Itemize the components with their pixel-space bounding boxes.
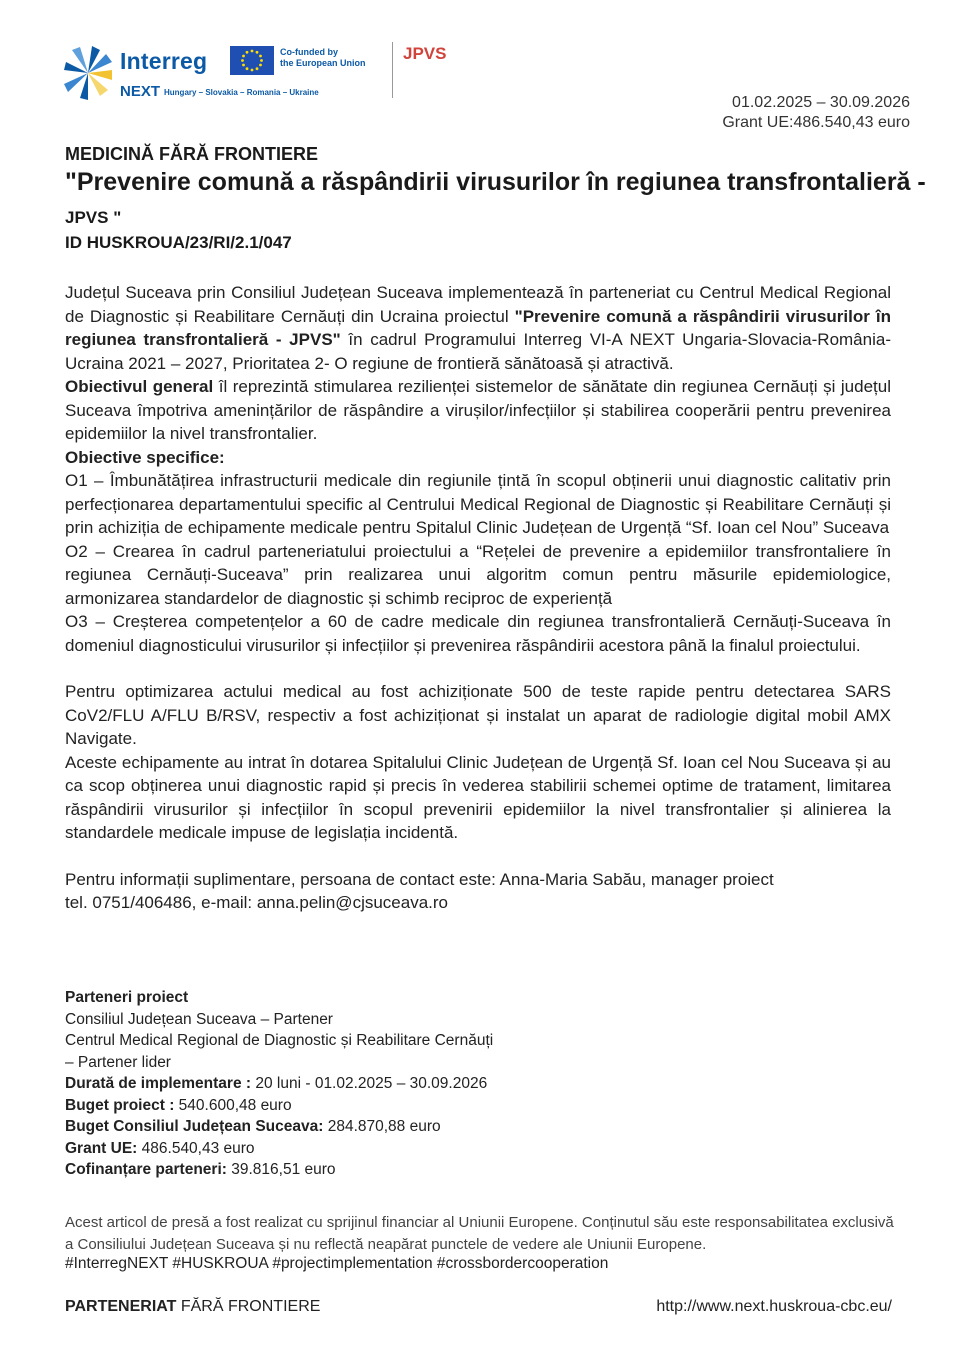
programme-regions: Hungary – Slovakia – Romania – Ukraine [164, 88, 319, 97]
partner-1: Consiliul Județean Suceava – Partener [65, 1010, 333, 1028]
hashtags: #InterregNEXT #HUSKROUA #projectimplementation #crossbordercooperation [65, 1255, 609, 1272]
project-period-block [722, 93, 910, 133]
duration-label: Durată de implementare : [65, 1075, 252, 1092]
objective-o2: O2 – Crearea în cadrul parteneriatului proiectului a “Rețelei de prevenire a epidemiilor transfrontaliere în regiunea Cernăuți-Suceava” prin realizarea unui algoritm comun pentru măsurile epidemiologice, armonizarea standardelor de diagnostic și schimb reciproc de experiență [65, 541, 891, 608]
interreg-logo-text: Interreg [120, 48, 208, 74]
next-logo-text: NEXT [120, 83, 161, 100]
objective-o3: O3 – Creșterea competențelor a 60 de cadre medicale din regiunea transfrontalieră Cernăuți-Suceava în domeniul diagnosticului virusurilor și infecțiilor și prevenirea răspândirii acestora până la finalul proiectului. [65, 612, 891, 655]
grant-amount: Grant UE:486.540,43 euro [722, 114, 910, 131]
intro-text: Județul Suceava prin Consiliul Județean Suceava implementează în parteneriat cu Centrul Medical Regional de Diagnostic și Reabilitare Cernăuți din Ucraina proiectul [65, 283, 891, 326]
equipment-paragraph-1: Pentru optimizarea actului medical au fost achiziționate 500 de teste rapide pentru detectarea SARS CoV2/FLU A/FLU B/RSV, respectiv a fost achiziționat și instalat un aparat de radiologie digital mobil AMX Navigate. [65, 682, 891, 748]
contact-line-1: Pentru informații suplimentare, persoana de contact este: Anna-Maria Sabău, manager proiect [65, 869, 774, 889]
cofinancing-row [65, 1159, 525, 1181]
budget-label: Buget proiect : [65, 1096, 175, 1114]
partners-heading [65, 987, 525, 1009]
general-objective-label: Obiectivul general [65, 377, 214, 396]
cofunded-label [280, 47, 366, 69]
footer-slogan-bold: PARTENERIAT [65, 1298, 177, 1315]
project-period: 01.02.2025 – 30.09.2026 [732, 94, 910, 111]
interreg-star-icon [62, 44, 114, 102]
eu-disclaimer: Acest articol de presă a fost realizat cu sprijinul financiar al Uniunii Europene. Conținutul său este responsabilitatea exclusivă a Consiliului Județean Suceava și nu reflectă neapărat punctele de vedere ale Uniunii Europene. [65, 1214, 894, 1253]
cj-budget-value: 284.870,88 euro [323, 1118, 441, 1135]
page-title: "Prevenire comună a răspândirii virusurilor în regiunea transfrontalieră - [65, 168, 926, 196]
cofinancing-label: Cofinanțare parteneri: [65, 1161, 227, 1178]
specific-objectives-label: Obiective specifice: [65, 447, 225, 467]
page-title-continued: JPVS " [65, 208, 122, 227]
cofunded-line1: Co-funded by [280, 47, 338, 57]
grant-value: 486.540,43 euro [137, 1139, 255, 1157]
grant-label: Grant UE: [65, 1139, 138, 1157]
header-logos [62, 40, 462, 104]
footer-slogan [65, 1298, 320, 1316]
cofinancing-value: 39.816,51 euro [226, 1161, 336, 1178]
duration-row [65, 1073, 525, 1095]
intro-paragraph [65, 281, 891, 375]
duration-value: 20 luni - 01.02.2025 – 30.09.2026 [251, 1075, 488, 1092]
objective-o1: O1 – Îmbunătățirea infrastructurii medicale din regiunile țintă în scopul obținerii unui diagnostic calitativ prin perfecționarea departamentului specific al Centrului Medical Regional de Diagnostic și Reabilitare Cernăuți și prin achiziția de echipamente medicale pentru Spitalul Clinic Județean de Urgență “Sf. Ioan cel Nou” Suceava [65, 471, 891, 537]
contact-line-2: tel. 0751/406486, e-mail: anna.pelin@cjsuceava.ro [65, 893, 448, 912]
project-name: "Prevenire comună a răspândirii virusurilor în regiunea transfrontalieră - JPVS" [65, 306, 891, 349]
eu-flag-icon [230, 46, 274, 75]
equipment-paragraph-2: Aceste echipamente au intrat în dotarea Spitalului Clinic Județean de Urgență Sf. Ioan cel Nou Suceava și au ca scop obținerea unui diagnostic rapid și precis în vederea stabilirii schemei optime de tratament, limitarea răspândirii virusurilor și infecțiilor în scopul prevenirii epidemiilor la nivel transfrontalier și alinierea la standardele medicale impuse de legislația incidentă. [65, 752, 891, 842]
general-objective [65, 375, 891, 446]
partner-2-role: – Partener lider [65, 1053, 171, 1071]
specific-objectives-heading [65, 446, 891, 470]
project-acronym: JPVS [403, 44, 447, 63]
footer-slogan-rest: FĂRĂ FRONTIERE [176, 1298, 321, 1315]
cofunded-line2: the European Union [280, 58, 366, 68]
budget-row [65, 1095, 525, 1117]
cj-budget-row [65, 1116, 525, 1138]
general-objective-text: îl reprezintă stimularea rezilienței sistemelor de sănătate din regiunea Cernăuți și județul Suceava împotriva amenințărilor de răspândire a virușilor/infecțiilor și stabilirea cooperării pentru prevenirea epidemiilor la nivel transfrontalier. [65, 377, 891, 443]
partner-2: Centrul Medical Regional de Diagnostic și Reabilitare Cernăuți [65, 1032, 494, 1049]
cj-budget-label: Buget Consiliul Județean Suceava: [65, 1118, 324, 1135]
article-body [65, 281, 891, 915]
grant-row [65, 1138, 525, 1160]
project-id: ID HUSKROUA/23/RI/2.1/047 [65, 233, 292, 252]
logo-divider [392, 42, 393, 98]
kicker: MEDICINĂ FĂRĂ FRONTIERE [65, 144, 318, 164]
budget-value: 540.600,48 euro [174, 1096, 292, 1114]
partners-heading-text: Parteneri proiect [65, 989, 189, 1006]
partners-block [65, 987, 525, 1181]
intro-text-end: în cadrul Programului Interreg VI-A NEXT Ungaria-Slovacia-România-Ucraina 2021 – 2027, Prioritatea 2- O regiune de frontieră sănătoasă și atractivă. [65, 330, 891, 373]
footer-url-link[interactable]: http://www.next.huskroua-cbc.eu/ [656, 1298, 892, 1315]
